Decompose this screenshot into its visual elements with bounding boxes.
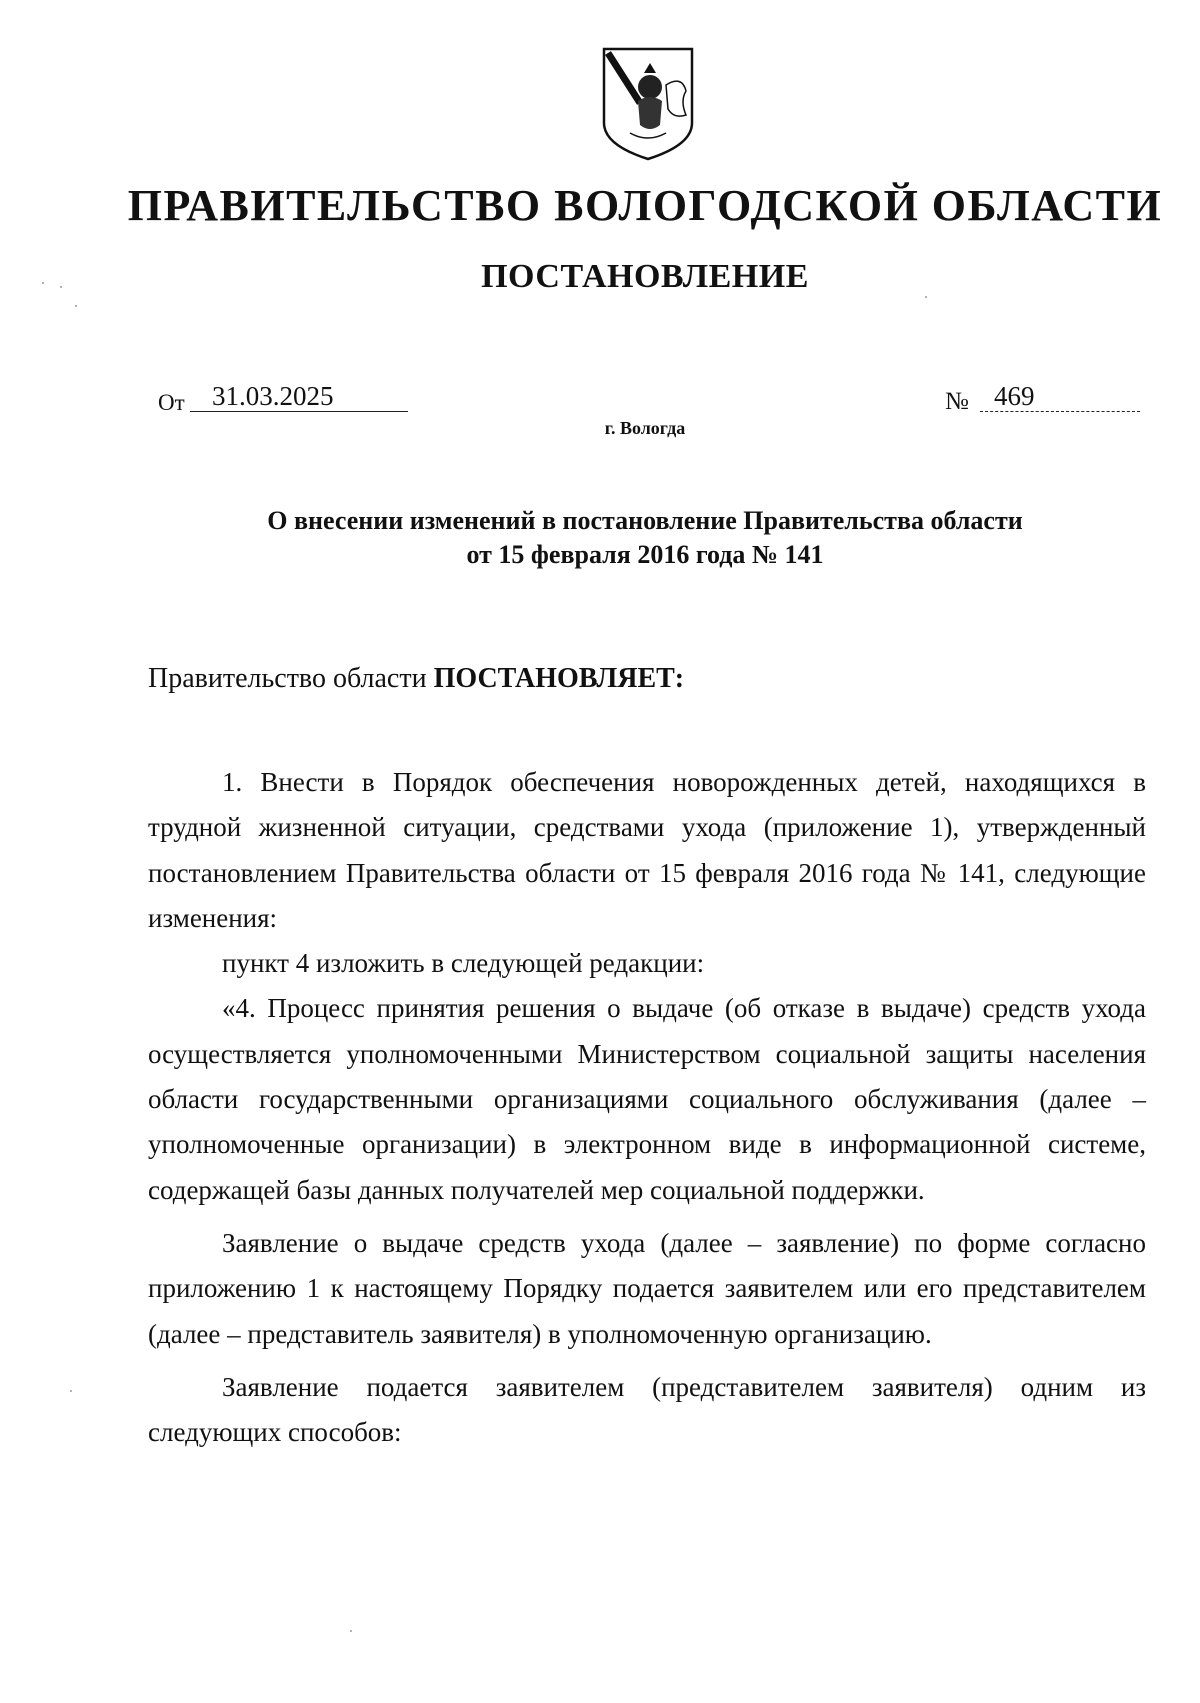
scan-speck	[350, 1630, 352, 1632]
preamble-action: ПОСТАНОВЛЯЕТ:	[433, 663, 685, 694]
paragraph-3: «4. Процесс принятия решения о выдаче (об отказе в выдаче) средств ухода осуществляется уполномоченными Министерством социальной защиты населения области государственными организациями социального обслуживания (далее – уполномоченные организации) в электронном виде в информационной системе, содержащей базы данных получателей мер социальной поддержки.	[148, 993, 1146, 1205]
document-type: ПОСТАНОВЛЕНИЕ	[481, 258, 809, 295]
document-body	[148, 760, 1146, 1455]
subject-line-1: О внесении изменений в постановление Правительства области	[267, 506, 1023, 535]
preamble	[148, 663, 684, 695]
scan-speck	[70, 1390, 72, 1392]
paragraph-4: Заявление о выдаче средств ухода (далее – заявление) по форме согласно приложению 1 к настоящему Порядку подается заявителем или его представителем (далее – представитель заявителя) в уполномоченную организацию.	[148, 1227, 1146, 1349]
scan-speck	[925, 296, 927, 298]
paragraph-2: пункт 4 изложить в следующей редакции:	[222, 948, 705, 979]
subject-line-2: от 15 февраля 2016 года № 141	[466, 540, 824, 569]
preamble-prefix: Правительство области	[148, 663, 434, 694]
paragraph-1: 1. Внести в Порядок обеспечения новорожденных детей, находящихся в трудной жизненной ситуации, средствами ухода (приложение 1), утвержденный постановлением Правительства области от 15 февраля 2016 года № 141, следующие изменения:	[148, 767, 1146, 933]
city: г. Вологда	[604, 418, 686, 438]
scan-speck	[60, 286, 62, 288]
organization-title: ПРАВИТЕЛЬСТВО ВОЛОГОДСКОЙ ОБЛАСТИ	[127, 181, 1163, 230]
scan-speck	[75, 305, 77, 307]
date-label: От	[158, 390, 185, 415]
number-label: №	[945, 388, 969, 415]
document-number: 469	[980, 381, 1140, 412]
scan-speck	[42, 282, 44, 284]
paragraph-5: Заявление подается заявителем (представителем заявителя) одним из следующих способов:	[148, 1371, 1146, 1448]
document-date: 31.03.2025	[190, 381, 408, 412]
document-subject	[0, 504, 1200, 572]
coat-of-arms-icon	[600, 45, 696, 163]
